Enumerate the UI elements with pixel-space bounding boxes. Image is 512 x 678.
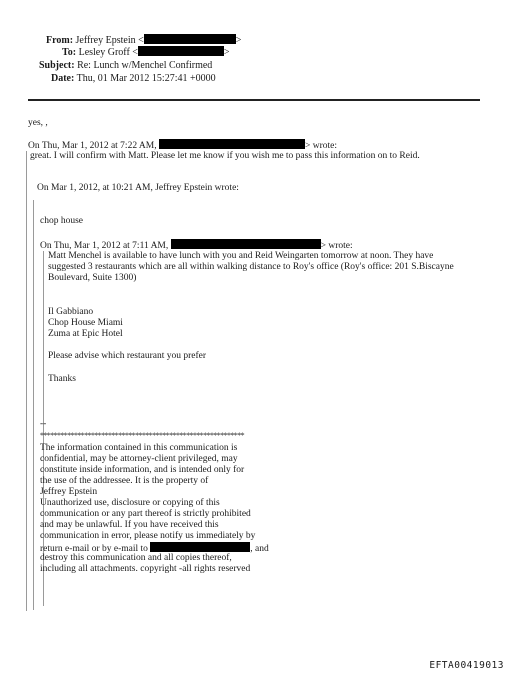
disclaimer-line: destroy this communication and all copies thereof, (40, 553, 232, 563)
redaction-box (171, 239, 321, 249)
quote-bar-2 (33, 200, 34, 610)
redaction-box (138, 46, 224, 56)
restaurant-item: Il Gabbiano (48, 307, 94, 317)
disclaimer-line: communication in error, please notify us immediately by (40, 531, 256, 541)
redaction-box (144, 34, 236, 44)
disclaimer-email-text: return e-mail or by e-mail to (40, 544, 148, 554)
restaurant-item: Zuma at Epic Hotel (48, 329, 123, 339)
subject-label: Subject: (39, 60, 75, 71)
quote3-line-2: suggested 3 restaurants which are all within walking distance to Roy's office (Roy's office: 201 S.Biscayne (48, 262, 454, 272)
redaction-box (159, 139, 305, 149)
date-row (51, 73, 216, 85)
disclaimer-line: communication or any part thereof is strictly prohibited (40, 509, 251, 519)
from-label: From: (46, 35, 74, 46)
to-label: To: (62, 47, 77, 58)
signature-dashes: -- (40, 419, 47, 429)
quote3-line-3: Boulevard, Suite 1300) (48, 273, 137, 283)
thanks-text: Thanks (48, 374, 76, 384)
quote3-attrib-text: On Thu, Mar 1, 2012 at 7:11 AM, (40, 241, 169, 251)
advise-text: Please advise which restaurant you prefer (48, 351, 207, 361)
to-tail: > (223, 47, 230, 58)
bates-number: EFTA00419013 (429, 660, 504, 671)
redaction-box (150, 542, 250, 552)
disclaimer-line: Unauthorized use, disclosure or copying of this (40, 498, 220, 508)
quote1-text: great. I will confirm with Matt. Please let me know if you wish me to pass this information on to Reid. (30, 151, 420, 161)
date-value: Thu, 01 Mar 2012 15:27:41 +0000 (76, 73, 216, 84)
quote3-line-1: Matt Menchel is available to have lunch with you and Reid Weingarten tomorrow at noon. They have (48, 251, 434, 261)
quote2-attribution: On Mar 1, 2012, at 10:21 AM, Jeffrey Epstein wrote: (37, 183, 239, 193)
header-divider (28, 99, 480, 101)
to-value: Lesley Groff < (78, 47, 138, 58)
disclaimer-tail: , and (250, 544, 269, 554)
restaurant-item: Chop House Miami (48, 318, 123, 328)
from-tail: > (235, 35, 242, 46)
quote2-text: chop house (40, 216, 84, 226)
quote1-wrote: > wrote: (304, 141, 337, 151)
disclaimer-line: and may be unlawful. If you have received this (40, 520, 219, 530)
from-value: Jeffrey Epstein < (75, 35, 144, 46)
quote3-wrote: > wrote: (320, 241, 353, 251)
reply-text: yes, , (28, 118, 48, 128)
date-label: Date: (51, 73, 75, 84)
quote-bar-1 (26, 151, 27, 611)
disclaimer-line: The information contained in this communication is (40, 443, 238, 453)
disclaimer-line: constitute inside information, and is intended only for (40, 465, 245, 475)
subject-row (39, 60, 212, 72)
stars-separator: ************************************************************ (40, 431, 245, 440)
subject-value: Re: Lunch w/Menchel Confirmed (77, 60, 213, 71)
disclaimer-line: the use of the addressee. It is the property of (40, 476, 209, 486)
disclaimer-line: confidential, may be attorney-client privileged, may (40, 454, 238, 464)
disclaimer-line: including all attachments. copyright -all rights reserved (40, 564, 251, 574)
to-row (62, 46, 230, 59)
disclaimer-line: Jeffrey Epstein (40, 487, 98, 497)
quote1-attrib-text: On Thu, Mar 1, 2012 at 7:22 AM, (28, 141, 157, 151)
